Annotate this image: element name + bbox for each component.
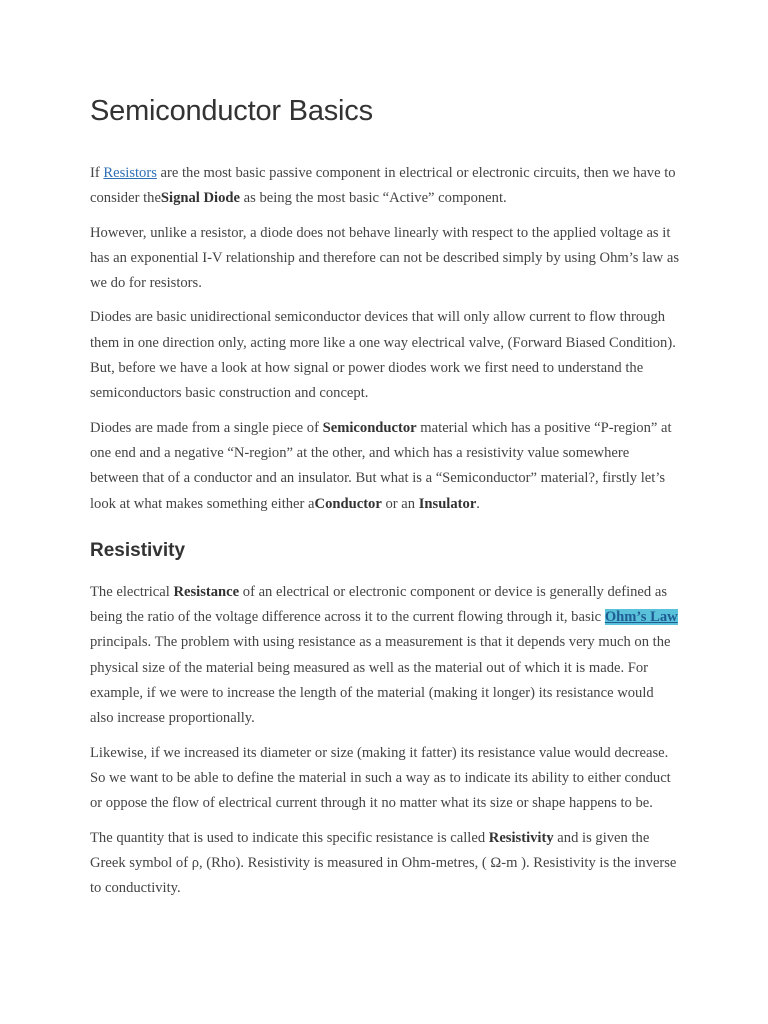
paragraph-semiconductor (90, 416, 680, 517)
bold-term: Conductor (314, 495, 382, 512)
article (90, 92, 680, 910)
paragraph-diode-unidirectional: Diodes are basic unidirectional semiconductor devices that will only allow current to flow through them in one direction only, acting more like a one way electrical valve, (Forward Biased Condition). But, before we have a look at how signal or power diodes work we first need to understand the semiconductors basic construction and concept. (90, 309, 676, 402)
paragraph-resistivity (90, 826, 680, 902)
text: . (476, 495, 480, 512)
bold-term: Signal Diode (160, 190, 240, 207)
text: The quantity that is used to indicate this specific resistance is called (90, 829, 489, 846)
text: and is given the Greek symbol of ρ, (Rho). Resistivity is measured in Ohm-metres, ( Ω-m ). Resistivity is the inverse to conductivity. (90, 829, 677, 897)
page-title: Semiconductor Basics (90, 95, 373, 127)
text: The electrical (90, 583, 174, 600)
bold-term: Semiconductor (322, 419, 417, 436)
section-heading: Resistivity (90, 539, 186, 561)
ohms-law-link[interactable]: Ohm’s Law (604, 609, 678, 626)
resistors-link[interactable]: Resistors (103, 165, 157, 181)
text: of an electrical or electronic component or device is generally defined as being the ratio of the voltage difference across it to the current flowing through it, basic (90, 583, 668, 626)
text: are the most basic passive component in electrical or electronic circuits, then we have to consider the (90, 165, 676, 207)
text: or an (381, 495, 419, 512)
bold-term: Insulator (418, 495, 477, 512)
paragraph-resistance (90, 580, 680, 732)
bold-term: Resistance (173, 583, 240, 600)
paragraph-intro (90, 161, 680, 212)
paragraph-diode-nonlinear: However, unlike a resistor, a diode does not behave linearly with respect to the applied voltage as it has an exponential I-V relationship and therefore can not be described simply by using Ohm’s law as we do for resistors. (90, 224, 680, 292)
text: as being the most basic “Active” component. (240, 190, 507, 207)
text: If (90, 165, 104, 181)
text: principals. The problem with using resistance as a measurement is that it depends very much on the physical size of the material being measured as well as the material out of which it is made. For example, if we were to increase the length of the material (making it longer) its resistance would also increase proportionally. (90, 634, 671, 727)
text: Diodes are made from a single piece of (90, 419, 323, 436)
paragraph-size: Likewise, if we increased its diameter or size (making it fatter) its resistance value would decrease. So we want to be able to define the material in such a way as to indicate its ability to either conduct or oppose the flow of electrical current through it no matter what its size or shape happens to be. (90, 744, 671, 812)
text: material which has a positive “P-region” at one end and a negative “N-region” at the other, and which has a resistivity value somewhere between that of a conductor and an insulator. But what is a “Semiconductor” material?, firstly let’s look at what makes something either a (90, 419, 672, 512)
bold-term: Resistivity (488, 829, 554, 846)
